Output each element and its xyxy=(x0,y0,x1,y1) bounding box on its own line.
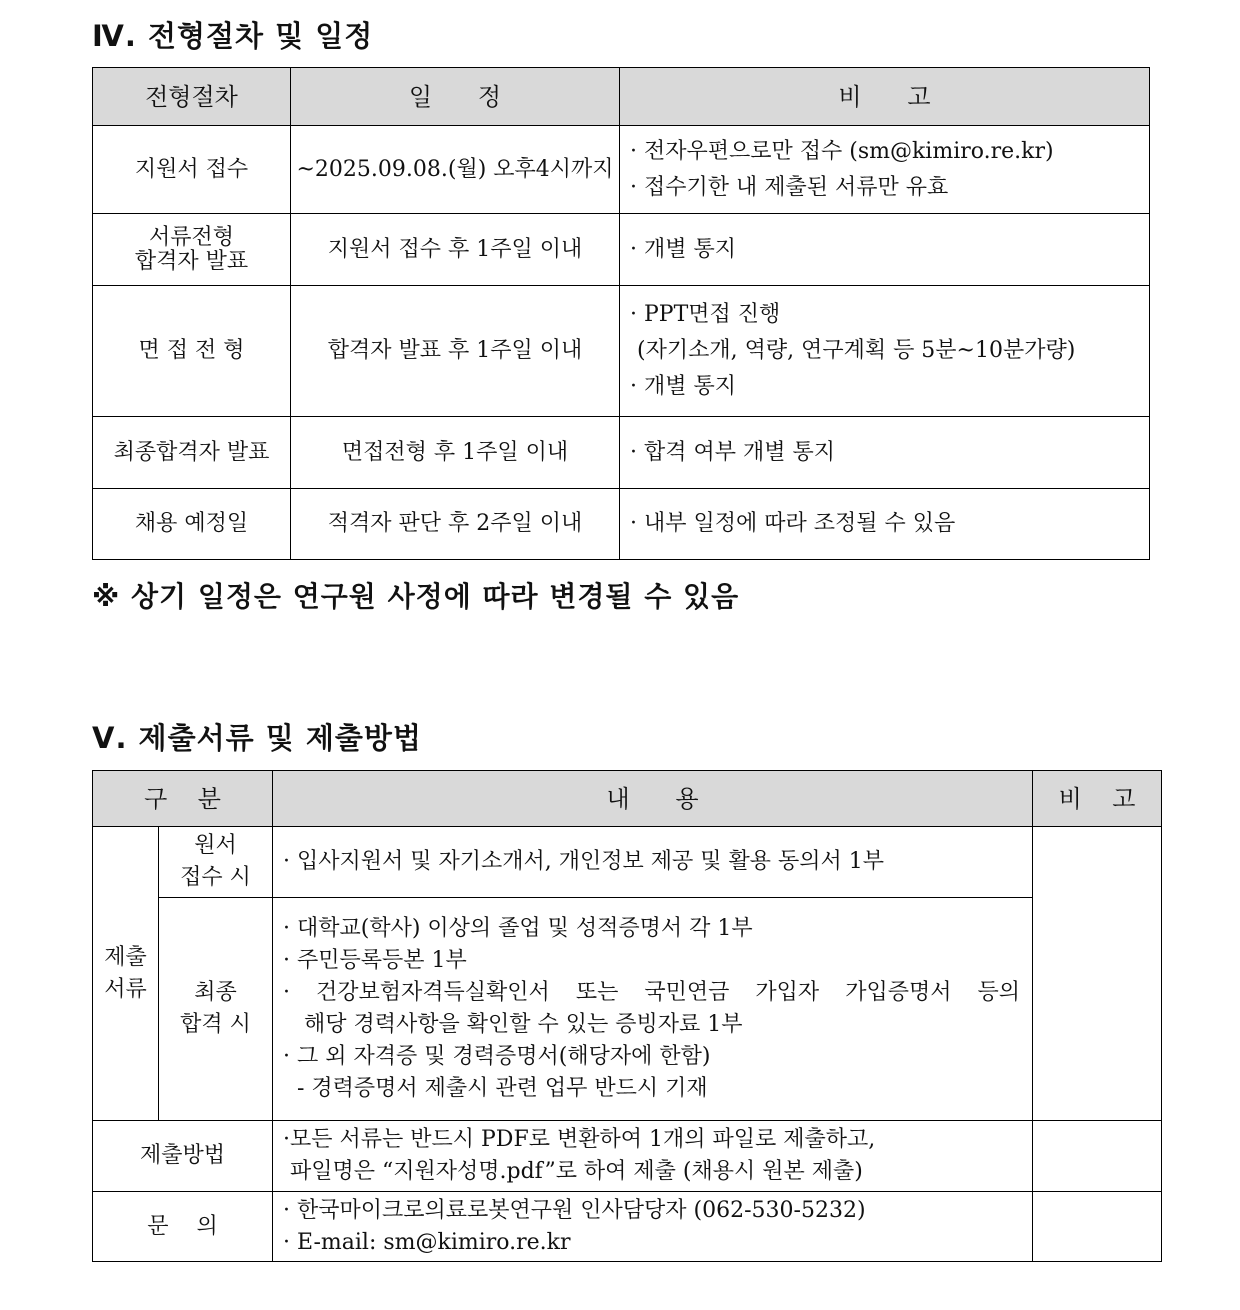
schedule-table xyxy=(92,67,1150,560)
note-line: (자기소개, 역량, 연구계획 등 5분~10분가량) xyxy=(630,338,1076,363)
inquiry-content-cell xyxy=(273,1192,1033,1262)
table-row xyxy=(93,827,1162,898)
schedule-cell: 지원서 접수 후 1주일 이내 xyxy=(291,214,620,286)
header-notes: 비 고 xyxy=(620,68,1150,126)
content-line: - 경력증명서 제출시 관련 업무 반드시 기재 xyxy=(283,1076,708,1101)
docs-label-line: 제출 xyxy=(104,944,147,970)
table-row xyxy=(93,417,1150,489)
step-cell: 지원서 접수 xyxy=(93,126,291,214)
content-line: · 건강보험자격득실확인서 또는 국민연금 가입자 가입증명서 등의 xyxy=(283,980,1021,1005)
final-label-cell xyxy=(159,898,273,1121)
remarks-cell xyxy=(1033,1121,1162,1192)
content-line: · 대학교(학사) 이상의 졸업 및 성적증명서 각 1부 xyxy=(283,916,753,941)
remarks-cell xyxy=(1033,1192,1162,1262)
label-line: 최종 xyxy=(194,980,237,1005)
table-row xyxy=(93,286,1150,417)
schedule-cell: ~2025.09.08.(월) 오후4시까지 xyxy=(291,126,620,214)
table-row xyxy=(93,126,1150,214)
header-remarks: 비 고 xyxy=(1033,771,1162,827)
note-line: · 내부 일정에 따라 조정될 수 있음 xyxy=(630,511,956,536)
table-row xyxy=(93,214,1150,286)
table-row xyxy=(93,1121,1162,1192)
content-line: · 한국마이크로의료로봇연구원 인사담당자 (062-530-5232) xyxy=(283,1197,866,1223)
schedule-cell: 합격자 발표 후 1주일 이내 xyxy=(291,286,620,417)
notes-cell xyxy=(620,286,1150,417)
label-line: 접수 시 xyxy=(180,865,251,890)
schedule-cell: 적격자 판단 후 2주일 이내 xyxy=(291,489,620,560)
table-header-row xyxy=(93,68,1150,126)
note-line: · 전자우편으로만 접수 (sm@kimiro.re.kr) xyxy=(630,138,1054,164)
table-row xyxy=(93,898,1162,1121)
content-line: 해당 경력사항을 확인할 수 있는 증빙자료 1부 xyxy=(283,1012,743,1037)
note-line: · 개별 통지 xyxy=(630,374,736,399)
note-line: · 개별 통지 xyxy=(630,236,736,262)
section4-title: Ⅳ. 전형절차 및 일정 xyxy=(92,19,374,53)
step-cell: 면 접 전 형 xyxy=(93,286,291,417)
application-label-cell xyxy=(159,827,273,898)
content-line: 파일명은 “지원자성명.pdf”로 하여 제출 (채용시 원본 제출) xyxy=(283,1159,863,1184)
method-content-cell xyxy=(273,1121,1033,1192)
method-label-cell: 제출방법 xyxy=(93,1121,273,1192)
content-line: ·모든 서류는 반드시 PDF로 변환하여 1개의 파일로 제출하고, xyxy=(283,1127,876,1152)
notes-cell xyxy=(620,417,1150,489)
schedule-cell: 면접전형 후 1주일 이내 xyxy=(291,417,620,489)
note-line: · PPT면접 진행 xyxy=(630,302,781,327)
notes-cell xyxy=(620,126,1150,214)
table-row xyxy=(93,489,1150,560)
inquiry-label-cell: 문 의 xyxy=(93,1192,273,1262)
docs-label-cell xyxy=(93,827,159,1121)
content-line: · 주민등록등본 1부 xyxy=(283,948,467,973)
content-line: · 그 외 자격증 및 경력증명서(해당자에 한함) xyxy=(283,1044,711,1069)
table-header-row xyxy=(93,771,1162,827)
header-schedule: 일 정 xyxy=(291,68,620,126)
step-cell: 최종합격자 발표 xyxy=(93,417,291,489)
documents-table xyxy=(92,770,1162,1262)
header-content: 내 용 xyxy=(273,771,1033,827)
remarks-cell xyxy=(1033,827,1162,1121)
header-category: 구 분 xyxy=(93,771,273,827)
application-content-cell: · 입사지원서 및 자기소개서, 개인정보 제공 및 활용 동의서 1부 xyxy=(273,827,1033,898)
step-cell xyxy=(93,214,291,286)
notes-cell xyxy=(620,489,1150,560)
final-content-cell xyxy=(273,898,1033,1121)
step-line: 서류전형 xyxy=(148,224,234,250)
step-line: 합격자 발표 xyxy=(134,248,249,274)
step-cell: 채용 예정일 xyxy=(93,489,291,560)
table-row xyxy=(93,1192,1162,1262)
header-step: 전형절차 xyxy=(93,68,291,126)
note-line: · 접수기한 내 제출된 서류만 유효 xyxy=(630,174,949,200)
label-line: 합격 시 xyxy=(180,1012,251,1037)
schedule-footnote: ※ 상기 일정은 연구원 사정에 따라 변경될 수 있음 xyxy=(92,580,740,613)
docs-label-line: 서류 xyxy=(104,976,147,1002)
section5-title: Ⅴ. 제출서류 및 제출방법 xyxy=(92,721,422,755)
label-line: 원서 xyxy=(194,833,237,858)
note-line: · 합격 여부 개별 통지 xyxy=(630,439,835,465)
notes-cell xyxy=(620,214,1150,286)
content-line: · E-mail: sm@kimiro.re.kr xyxy=(283,1229,571,1255)
